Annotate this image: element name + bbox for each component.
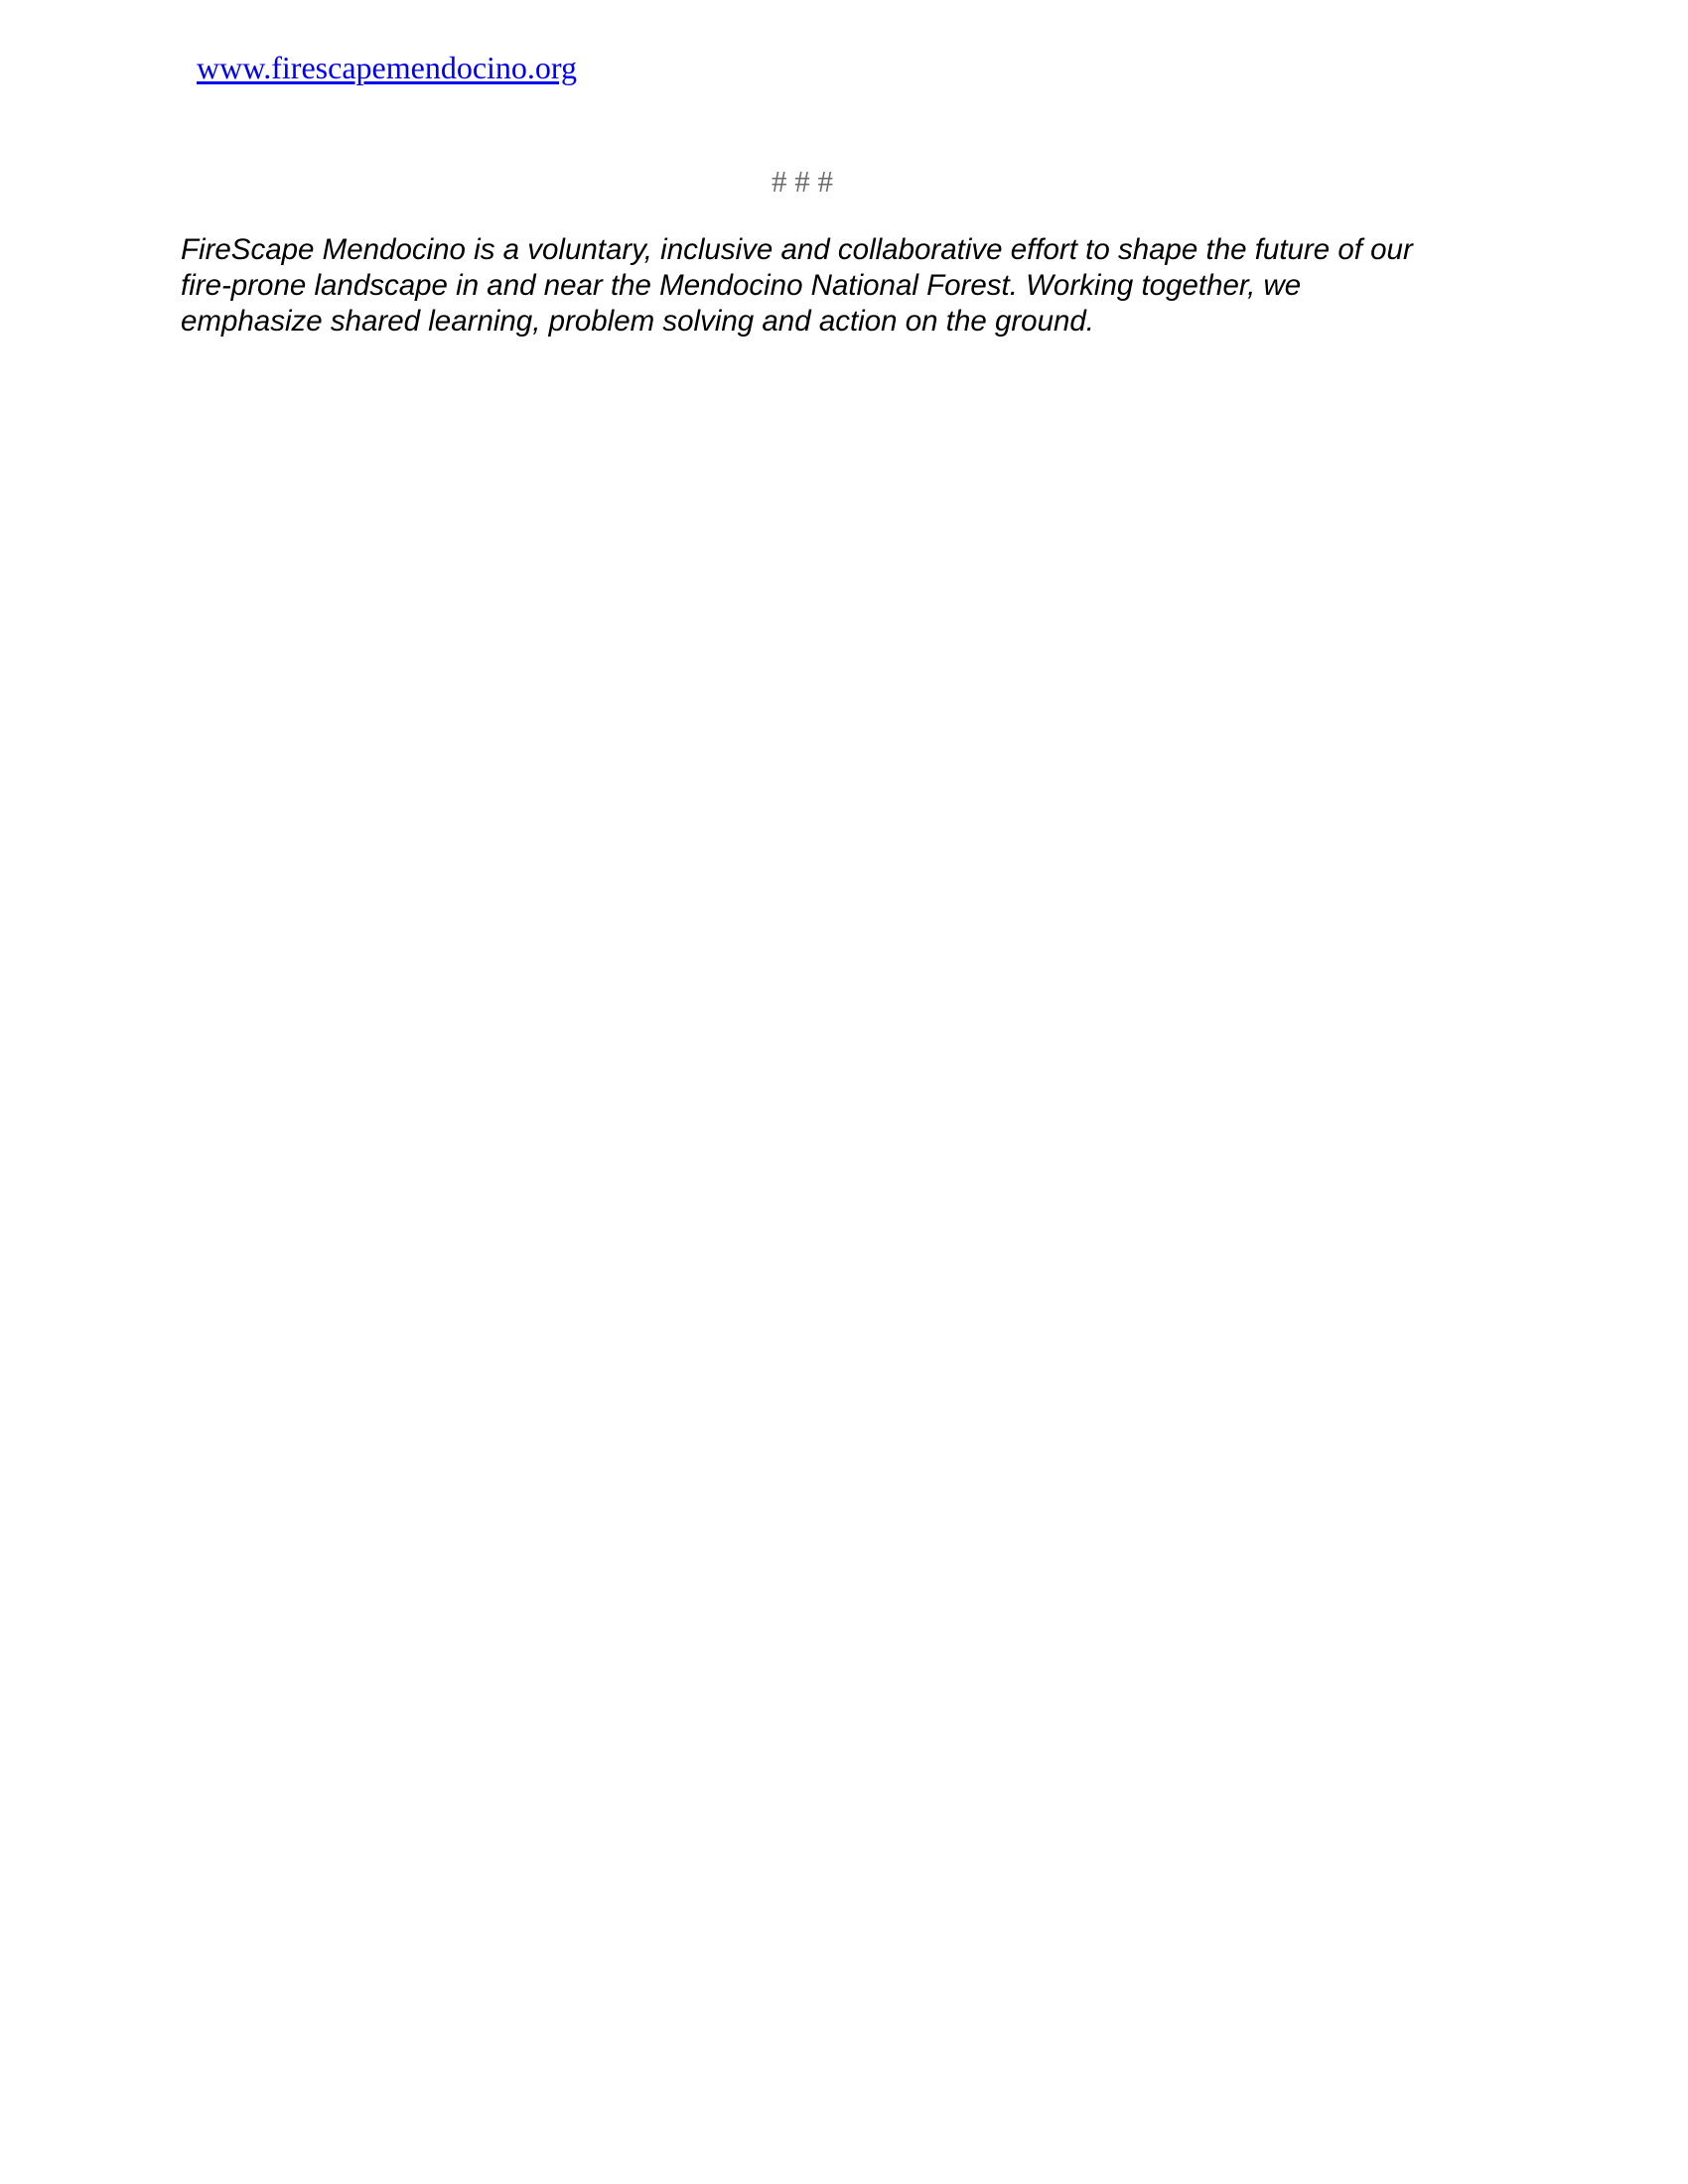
website-link[interactable]: www.firescapemendocino.org [197,50,577,85]
description-line-1: FireScape Mendocino is a voluntary, inclusive and collaborative effort to shape the future of our [181,233,1413,266]
end-of-release-separator: # # # [772,164,833,199]
organization-description [181,232,1501,340]
description-line-3: emphasize shared learning, problem solving and action on the ground. [181,305,1095,338]
description-line-2: fire-prone landscape in and near the Mendocino National Forest. Working together, we [181,269,1302,302]
